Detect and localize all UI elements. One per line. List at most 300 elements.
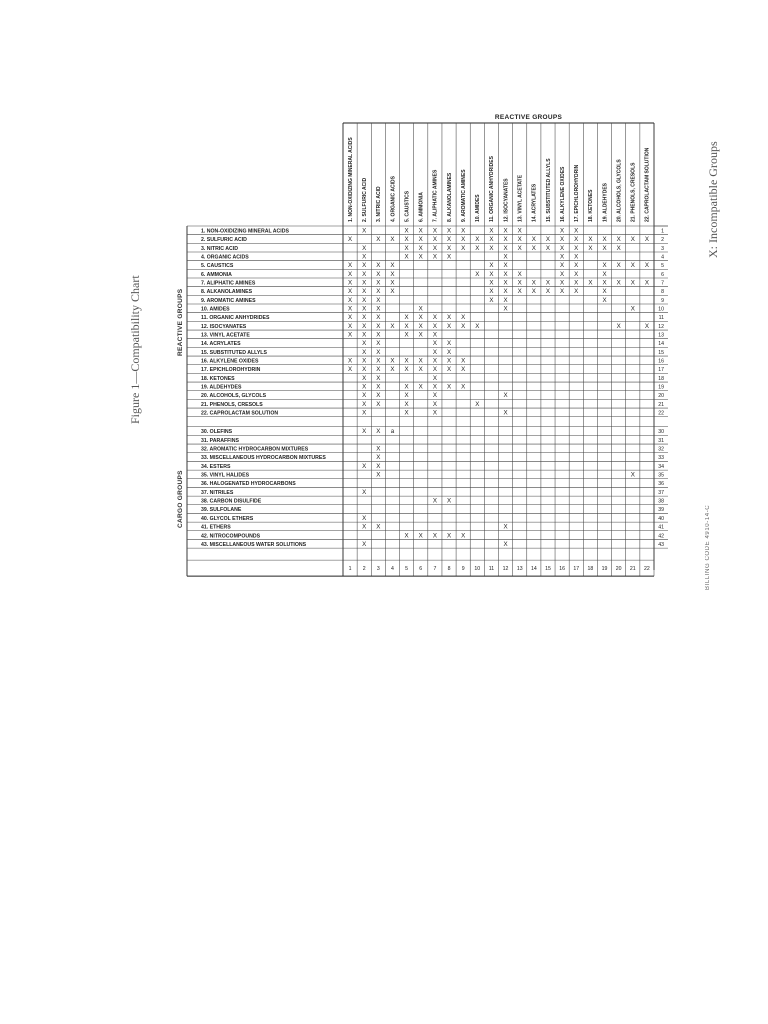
incompatible-mark: X [517, 279, 522, 287]
column-header-14: 14. ACRYLATES [531, 183, 538, 222]
incompatible-mark: a [390, 428, 395, 436]
incompatible-mark: X [531, 244, 536, 252]
incompatible-mark: X [461, 357, 466, 365]
reactive-row-number-14: 14 [658, 341, 664, 348]
column-header-3: 3. NITRIC ACID [376, 186, 383, 222]
incompatible-mark: X [347, 314, 353, 322]
incompatible-mark: X [362, 409, 367, 417]
incompatible-mark: X [362, 488, 367, 496]
incompatible-mark: X [574, 270, 579, 278]
incompatible-mark: X [418, 236, 423, 244]
incompatible-mark: X [362, 279, 367, 287]
incompatible-mark: X [432, 400, 437, 408]
footer-column-number-19: 19 [601, 566, 608, 573]
incompatible-mark: X [418, 244, 423, 252]
footer-column-number-3: 3 [376, 566, 380, 573]
incompatible-mark: X [446, 322, 452, 330]
cargo-row-number-32: 32 [658, 446, 664, 453]
incompatible-mark: X [574, 279, 579, 287]
cargo-row-label-34: 34. ESTERS [201, 463, 231, 470]
incompatible-mark: X [390, 322, 395, 330]
incompatible-mark: X [376, 331, 381, 339]
reactive-row-number-22: 22 [658, 410, 664, 417]
incompatible-mark: X [446, 340, 452, 348]
cargo-row-number-34: 34 [658, 463, 664, 470]
incompatible-mark: X [503, 540, 508, 548]
reactive-row-label-11: 11. ORGANIC ANHYDRIDES [201, 315, 270, 322]
incompatible-mark: X [432, 383, 437, 391]
incompatible-mark: X [362, 331, 367, 339]
cargo-row-number-38: 38 [658, 498, 664, 505]
reactive-row-number-18: 18 [658, 375, 664, 382]
cargo-row-number-42: 42 [658, 533, 664, 540]
footer-column-number-5: 5 [405, 566, 409, 573]
incompatible-mark: X [362, 383, 367, 391]
reactive-row-number-17: 17 [658, 367, 664, 374]
reactive-row-label-14: 14. ACRYLATES [201, 341, 241, 348]
incompatible-mark: X [545, 279, 551, 287]
incompatible-mark: X [503, 270, 508, 278]
incompatible-mark: X [432, 253, 437, 261]
incompatible-mark: X [503, 409, 508, 417]
column-header-21: 21. PHENOLS, CRESOLS [630, 162, 637, 222]
incompatible-mark: X [390, 279, 395, 287]
column-header-15: 15. SUBSTITUTED ALLYLS [545, 158, 552, 222]
incompatible-mark: X [404, 244, 409, 252]
incompatible-mark: X [376, 262, 381, 270]
incompatible-mark: X [418, 532, 423, 540]
column-header-7: 7. ALIPHATIC AMINES [432, 169, 439, 222]
incompatible-mark: X [418, 305, 423, 313]
footer-column-number-9: 9 [461, 566, 465, 573]
reactive-row-number-6: 6 [661, 271, 664, 278]
reactive-row-label-19: 19. ALDEHYDES [201, 384, 242, 391]
incompatible-mark: X [630, 305, 635, 313]
footer-column-number-12: 12 [502, 566, 509, 573]
incompatible-mark: X [376, 374, 381, 382]
incompatible-mark: X [461, 244, 466, 252]
incompatible-mark: X [390, 366, 395, 374]
footer-column-number-10: 10 [474, 566, 481, 573]
incompatible-mark: X [404, 383, 409, 391]
incompatible-mark: X [616, 279, 621, 287]
reactive-row-number-8: 8 [661, 289, 664, 296]
reactive-row-number-3: 3 [661, 245, 664, 252]
cargo-row-label-30: 30. OLEFINS [201, 429, 233, 436]
reactive-row-label-3: 3. NITRIC ACID [201, 245, 238, 252]
incompatible-mark: X [404, 227, 409, 235]
incompatible-mark: X [432, 227, 437, 235]
cargo-row-label-35: 35. VINYL HALIDES [201, 472, 250, 479]
incompatible-mark: X [376, 523, 381, 531]
incompatible-mark: X [362, 305, 367, 313]
incompatible-mark: X [560, 227, 565, 235]
cargo-row-number-31: 31 [658, 437, 664, 444]
incompatible-mark: X [418, 331, 423, 339]
footer-column-number-8: 8 [447, 566, 451, 573]
incompatible-mark: X [376, 322, 381, 330]
incompatible-mark: X [560, 236, 565, 244]
cargo-row-number-35: 35 [658, 472, 664, 479]
reactive-row-label-5: 5. CAUSTICS [201, 263, 234, 270]
legend-incompatible-groups: X: Incompatible Groups [706, 141, 720, 259]
incompatible-mark: X [446, 532, 452, 540]
incompatible-mark: X [432, 236, 437, 244]
incompatible-mark: X [503, 236, 508, 244]
incompatible-mark: X [376, 236, 381, 244]
incompatible-mark: X [362, 253, 367, 261]
figure-title: Figure 1—Compatibility Chart [128, 275, 142, 425]
incompatible-mark: X [644, 322, 650, 330]
incompatible-mark: X [489, 288, 494, 296]
incompatible-mark: X [503, 288, 508, 296]
incompatible-mark: X [560, 279, 565, 287]
incompatible-mark: X [475, 400, 480, 408]
footer-column-number-6: 6 [419, 566, 423, 573]
incompatible-mark: X [362, 392, 367, 400]
footer-column-number-22: 22 [644, 566, 650, 573]
incompatible-mark: X [588, 279, 593, 287]
incompatible-mark: X [475, 322, 480, 330]
incompatible-mark: X [418, 227, 423, 235]
incompatible-mark: X [475, 270, 480, 278]
footer-column-number-21: 21 [629, 566, 636, 573]
footer-column-number-1: 1 [348, 566, 352, 573]
footer-column-number-15: 15 [545, 566, 551, 573]
incompatible-mark: X [446, 227, 452, 235]
column-header-5: 5. CAUSTICS [404, 190, 411, 222]
cargo-row-number-40: 40 [658, 515, 664, 522]
incompatible-mark: X [531, 288, 536, 296]
incompatible-mark: X [560, 244, 565, 252]
incompatible-mark: X [376, 462, 381, 470]
incompatible-mark: X [489, 262, 494, 270]
incompatible-mark: X [630, 471, 635, 479]
incompatible-mark: X [362, 428, 367, 436]
incompatible-mark: X [432, 366, 437, 374]
column-header-16: 16. ALKYLENE OXIDES [559, 166, 566, 222]
incompatible-mark: X [602, 279, 607, 287]
cargo-row-label-37: 37. NITRILES [201, 489, 234, 496]
reactive-row-label-8: 8. ALKANOLAMINES [201, 289, 253, 296]
incompatible-mark: X [362, 296, 367, 304]
incompatible-mark: X [347, 262, 353, 270]
incompatible-mark: X [602, 244, 607, 252]
incompatible-mark: X [560, 253, 565, 261]
reactive-row-label-9: 9. AROMATIC AMINES [201, 297, 256, 304]
incompatible-mark: X [644, 279, 650, 287]
reactive-row-label-22: 22. CAPROLACTAM SOLUTION [201, 410, 279, 417]
incompatible-mark: X [432, 314, 437, 322]
incompatible-mark: X [347, 357, 353, 365]
incompatible-mark: X [362, 514, 367, 522]
incompatible-mark: X [362, 322, 367, 330]
reactive-row-number-9: 9 [661, 297, 664, 304]
reactive-row-number-12: 12 [658, 323, 664, 330]
incompatible-mark: X [376, 471, 381, 479]
reactive-row-number-21: 21 [658, 401, 664, 408]
incompatible-mark: X [376, 314, 381, 322]
incompatible-mark: X [461, 227, 466, 235]
incompatible-mark: X [616, 244, 621, 252]
footer-column-number-4: 4 [391, 566, 394, 573]
incompatible-mark: X [376, 392, 381, 400]
incompatible-mark: X [461, 383, 466, 391]
reactive-row-label-10: 10. AMIDES [201, 306, 230, 313]
incompatible-mark: X [588, 244, 593, 252]
incompatible-mark: X [404, 253, 409, 261]
column-header-18: 18. KETONES [588, 189, 595, 222]
cargo-row-label-38: 38. CARBON DISULFIDE [201, 498, 262, 505]
incompatible-mark: X [446, 366, 452, 374]
incompatible-mark: X [616, 262, 621, 270]
reactive-row-number-5: 5 [661, 263, 664, 270]
incompatible-mark: X [602, 270, 607, 278]
incompatible-mark: X [545, 244, 551, 252]
incompatible-mark: X [376, 348, 381, 356]
incompatible-mark: X [404, 322, 409, 330]
incompatible-mark: X [560, 270, 565, 278]
incompatible-mark: X [432, 532, 437, 540]
incompatible-mark: X [602, 236, 607, 244]
reactive-row-number-15: 15 [658, 349, 664, 356]
incompatible-mark: X [517, 236, 522, 244]
incompatible-mark: X [602, 262, 607, 270]
incompatible-mark: X [390, 270, 395, 278]
cargo-groups-side-label: CARGO GROUPS [177, 470, 184, 529]
incompatible-mark: X [362, 462, 367, 470]
incompatible-mark: X [362, 348, 367, 356]
incompatible-mark: X [362, 540, 367, 548]
incompatible-mark: X [376, 357, 381, 365]
incompatible-mark: X [503, 253, 508, 261]
incompatible-mark: X [574, 244, 579, 252]
incompatible-mark: X [404, 331, 409, 339]
cargo-row-label-32: 32. AROMATIC HYDROCARBON MIXTURES [201, 446, 309, 453]
incompatible-mark: X [517, 270, 522, 278]
incompatible-mark: X [418, 383, 423, 391]
incompatible-mark: X [503, 392, 508, 400]
reactive-row-label-20: 20. ALCOHOLS, GLYCOLS [201, 393, 267, 400]
footer-column-number-2: 2 [362, 566, 366, 573]
column-header-22: 22. CAPROLACTAM SOLUTION [644, 147, 651, 222]
incompatible-mark: X [376, 366, 381, 374]
incompatible-mark: X [362, 400, 367, 408]
column-header-20: 20. ALCOHOLS, GLYCOLS [616, 159, 623, 222]
incompatible-mark: X [446, 244, 452, 252]
incompatible-mark: X [461, 532, 466, 540]
cargo-row-label-42: 42. NITROCOMPOUNDS [201, 533, 261, 540]
incompatible-mark: X [376, 288, 381, 296]
reactive-row-label-4: 4. ORGANIC ACIDS [201, 254, 249, 261]
reactive-row-label-17: 17. EPICHLOROHYDRIN [201, 367, 261, 374]
incompatible-mark: X [446, 236, 452, 244]
incompatible-mark: X [503, 262, 508, 270]
incompatible-mark: X [362, 244, 367, 252]
incompatible-mark: X [503, 279, 508, 287]
incompatible-mark: X [461, 322, 466, 330]
incompatible-mark: X [531, 236, 536, 244]
reactive-row-label-13: 13. VINYL ACETATE [201, 332, 250, 339]
cargo-row-number-33: 33 [658, 455, 664, 462]
incompatible-mark: X [376, 428, 381, 436]
incompatible-mark: X [461, 236, 466, 244]
incompatible-mark: X [362, 523, 367, 531]
cargo-row-number-39: 39 [658, 507, 664, 514]
reactive-row-label-15: 15. SUBSTITUTED ALLYLS [201, 349, 267, 356]
reactive-row-number-4: 4 [661, 254, 664, 261]
incompatible-mark: X [347, 270, 353, 278]
reactive-row-label-18: 18. KETONES [201, 375, 235, 382]
incompatible-mark: X [616, 322, 621, 330]
column-header-11: 11. ORGANIC ANHYDRIDES [489, 156, 496, 222]
cargo-row-label-39: 39. SULFOLANE [201, 507, 242, 514]
incompatible-mark: X [574, 262, 579, 270]
cargo-row-label-33: 33. MISCELLANEOUS HYDROCARBON MIXTURES [201, 455, 326, 462]
incompatible-mark: X [489, 244, 494, 252]
incompatible-mark: X [362, 340, 367, 348]
reactive-row-label-12: 12. ISOCYANATES [201, 323, 247, 330]
incompatible-mark: X [644, 236, 650, 244]
incompatible-mark: X [362, 270, 367, 278]
incompatible-mark: X [503, 523, 508, 531]
incompatible-mark: X [362, 288, 367, 296]
incompatible-mark: X [404, 532, 409, 540]
incompatible-mark: X [446, 357, 452, 365]
incompatible-mark: X [404, 400, 409, 408]
footer-column-number-16: 16 [559, 566, 566, 573]
reactive-row-label-21: 21. PHENOLS, CRESOLS [201, 401, 263, 408]
incompatible-mark: X [432, 357, 437, 365]
incompatible-mark: X [574, 253, 579, 261]
incompatible-mark: X [390, 357, 395, 365]
incompatible-mark: X [347, 305, 353, 313]
incompatible-mark: X [432, 497, 437, 505]
incompatible-mark: X [489, 279, 494, 287]
reactive-groups-side-label: REACTIVE GROUPS [177, 288, 184, 357]
footer-column-number-7: 7 [433, 566, 437, 573]
cargo-row-label-43: 43. MISCELLANEOUS WATER SOLUTIONS [201, 541, 307, 548]
incompatible-mark: X [446, 314, 452, 322]
cargo-row-label-40: 40. GLYCOL ETHERS [201, 515, 254, 522]
incompatible-mark: X [616, 236, 621, 244]
incompatible-mark: X [418, 314, 423, 322]
reactive-row-number-16: 16 [658, 358, 664, 365]
incompatible-mark: X [390, 236, 395, 244]
incompatible-mark: X [503, 296, 508, 304]
cargo-row-number-43: 43 [658, 541, 664, 548]
incompatible-mark: X [588, 236, 593, 244]
incompatible-mark: X [404, 236, 409, 244]
footer-column-number-13: 13 [516, 566, 523, 573]
incompatible-mark: X [418, 366, 423, 374]
reactive-row-label-16: 16. ALKYLENE OXIDES [201, 358, 259, 365]
reactive-row-number-19: 19 [658, 384, 664, 391]
column-header-10: 10. AMIDES [475, 194, 482, 222]
incompatible-mark: X [347, 366, 353, 374]
incompatible-mark: X [404, 357, 409, 365]
incompatible-mark: X [376, 383, 381, 391]
reactive-row-label-6: 6. AMMONIA [201, 271, 232, 278]
footer-column-number-18: 18 [587, 566, 594, 573]
footer-column-number-20: 20 [615, 566, 622, 573]
incompatible-mark: X [630, 236, 635, 244]
column-header-6: 6. AMMONIA [418, 192, 425, 222]
column-header-2: 2. SULFURIC ACID [362, 177, 369, 222]
incompatible-mark: X [404, 366, 409, 374]
incompatible-mark: X [574, 288, 579, 296]
cargo-row-number-37: 37 [658, 489, 664, 496]
footer-column-number-17: 17 [573, 566, 580, 573]
reactive-row-label-1: 1. NON-OXIDIZING MINERAL ACIDS [201, 228, 289, 235]
incompatible-mark: X [560, 288, 565, 296]
incompatible-mark: X [362, 374, 367, 382]
cargo-row-label-31: 31. PARAFFINS [201, 437, 239, 444]
incompatible-mark: X [644, 262, 650, 270]
column-header-4: 4. ORGANIC ACIDS [390, 176, 397, 222]
incompatible-mark: X [503, 227, 508, 235]
incompatible-mark: X [362, 314, 367, 322]
incompatible-mark: X [446, 253, 452, 261]
cargo-row-number-41: 41 [658, 524, 664, 531]
incompatible-mark: X [418, 357, 423, 365]
incompatible-mark: X [517, 227, 522, 235]
incompatible-mark: X [376, 296, 381, 304]
incompatible-mark: X [376, 454, 381, 462]
incompatible-mark: X [446, 383, 452, 391]
incompatible-mark: X [347, 322, 353, 330]
top-title: REACTIVE GROUPS [494, 114, 563, 121]
incompatible-mark: X [390, 288, 395, 296]
incompatible-mark: X [347, 296, 353, 304]
incompatible-mark: X [545, 288, 551, 296]
reactive-row-number-1: 1 [661, 228, 664, 235]
cargo-row-label-41: 41. ETHERS [201, 524, 231, 531]
incompatible-mark: X [432, 409, 437, 417]
incompatible-mark: X [347, 288, 353, 296]
incompatible-mark: X [432, 340, 437, 348]
incompatible-mark: X [489, 227, 494, 235]
reactive-row-number-13: 13 [658, 332, 664, 339]
column-header-12: 12. ISOCYANATES [503, 178, 510, 222]
incompatible-mark: X [602, 296, 607, 304]
incompatible-mark: X [376, 445, 381, 453]
incompatible-mark: X [404, 409, 409, 417]
reactive-row-number-7: 7 [661, 280, 664, 287]
incompatible-mark: X [432, 374, 437, 382]
incompatible-mark: X [630, 262, 635, 270]
incompatible-mark: X [376, 400, 381, 408]
incompatible-mark: X [517, 244, 522, 252]
reactive-row-number-11: 11 [658, 315, 664, 322]
incompatible-mark: X [446, 497, 452, 505]
footer-column-number-14: 14 [530, 566, 537, 573]
incompatible-mark: X [630, 279, 635, 287]
incompatible-mark: X [404, 314, 409, 322]
incompatible-mark: X [432, 331, 437, 339]
column-header-13: 13. VINYL ACETATE [517, 174, 524, 222]
billing-code: BILLING CODE 4910-14-C [705, 504, 711, 590]
reactive-row-label-7: 7. ALIPHATIC AMINES [201, 280, 256, 287]
incompatible-mark: X [390, 262, 395, 270]
column-header-9: 9. AROMATIC AMINES [460, 169, 467, 222]
incompatible-mark: X [376, 279, 381, 287]
incompatible-mark: X [461, 366, 466, 374]
incompatible-mark: X [475, 236, 480, 244]
cargo-row-label-36: 36. HALOGENATED HYDROCARBONS [201, 481, 296, 488]
column-header-8: 8. ALKANOLAMINES [446, 172, 453, 222]
incompatible-mark: X [418, 322, 423, 330]
